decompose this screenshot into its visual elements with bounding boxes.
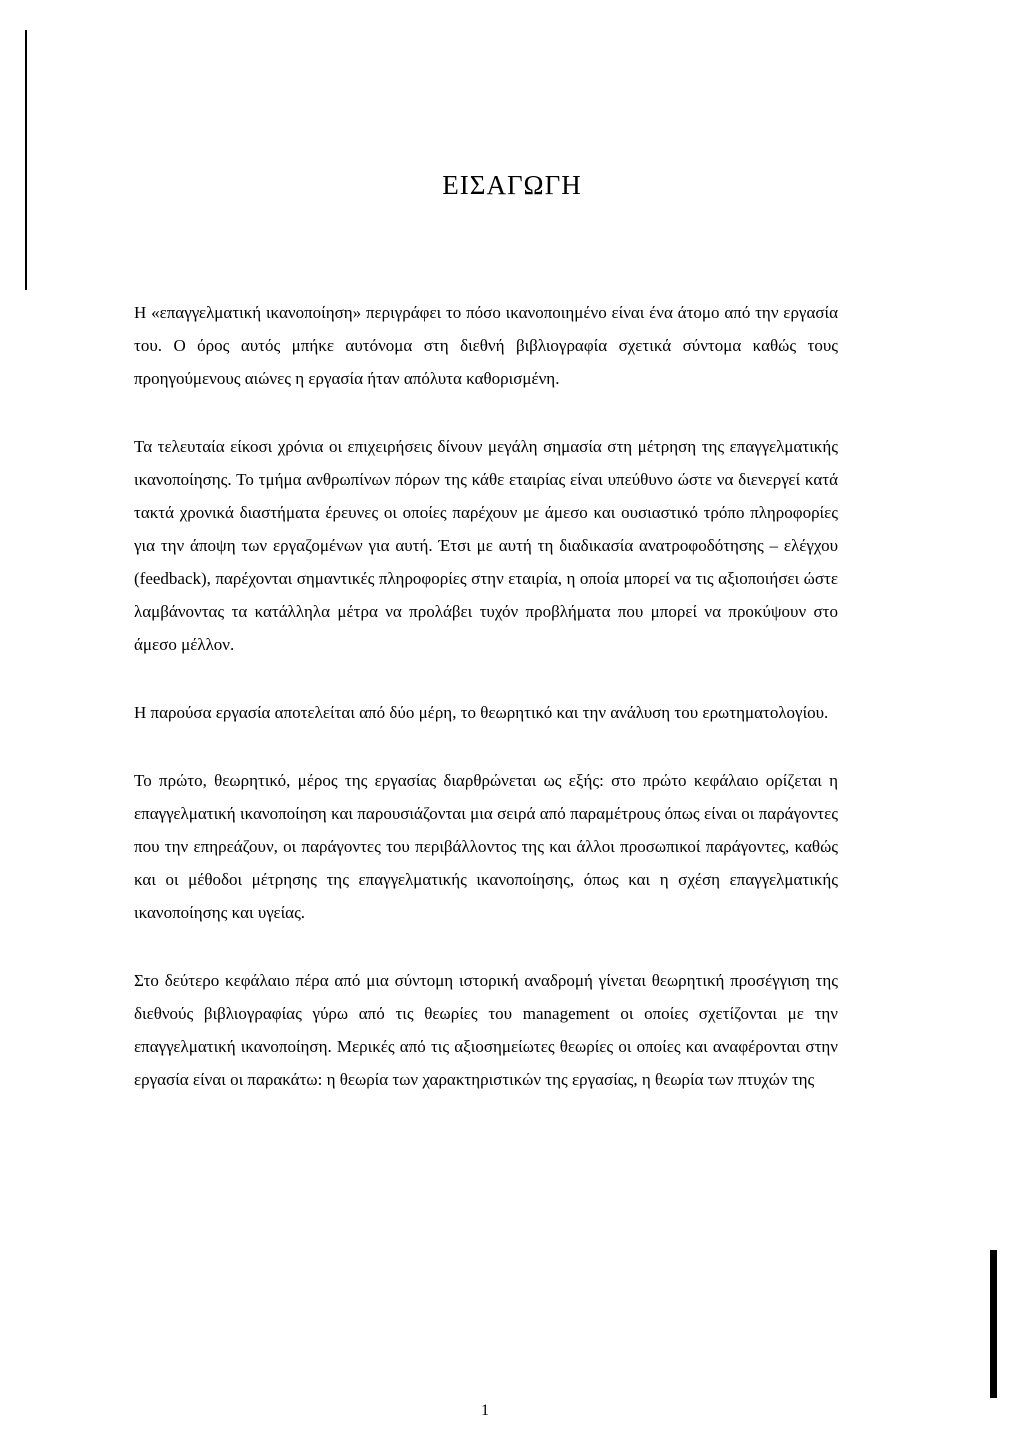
page-number: 1: [481, 1402, 489, 1419]
paragraph-1: Η «επαγγελματική ικανοποίηση» περιγράφει το πόσο ικανοποιημένο είναι ένα άτομο από την εργασία του. Ο όρος αυτός μπήκε αυτόνομα στη διεθνή βιβλιογραφία σχετικά σύντομα καθώς τους προηγούμενους αιώνες η εργασία ήταν απόλυτα καθορισμένη.: [134, 303, 838, 388]
scan-edge-right: [990, 1250, 997, 1398]
page-title: ΕΙΣΑΓΩΓΗ: [442, 170, 582, 200]
scan-edge-left: [25, 30, 27, 290]
paragraph-3: Η παρούσα εργασία αποτελείται από δύο μέρη, το θεωρητικό και την ανάλυση του ερωτηματολογίου.: [134, 703, 829, 722]
paragraph-2: Τα τελευταία είκοσι χρόνια οι επιχειρήσεις δίνουν μεγάλη σημασία στη μέτρηση της επαγγελματικής ικανοποίησης. Το τμήμα ανθρωπίνων πόρων της κάθε εταιρίας είναι υπεύθυνο ώστε να διενεργεί κατά τακτά χρονικά διαστήματα έρευνες οι οποίες παρέχουν με άμεσο και ουσιαστικό τρόπο πληροφορίες για την άποψη των εργαζομένων για αυτή. Έτσι με αυτή τη διαδικασία ανατροφοδότησης – ελέγχου (feedback), παρέχονται σημαντικές πληροφορίες στην εταιρία, η οποία μπορεί να τις αξιοποιήσει ώστε λαμβάνοντας τα κατάλληλα μέτρα να προλάβει τυχόν προβλήματα που μπορεί να προκύψουν στο άμεσο μέλλον.: [134, 437, 838, 654]
paragraph-4: Το πρώτο, θεωρητικό, μέρος της εργασίας διαρθρώνεται ως εξής: στο πρώτο κεφάλαιο ορίζεται η επαγγελματική ικανοποίηση και παρουσιάζονται μια σειρά από παραμέτρους όπως είναι οι παράγοντες που την επηρεάζουν, οι παράγοντες του περιβάλλοντος της και άλλοι προσωπικοί παράγοντες, καθώς και οι μέθοδοι μέτρησης της επαγγελματικής ικανοποίησης, όπως και η σχέση επαγγελματικής ικανοποίησης και υγείας.: [134, 771, 838, 922]
paragraph-5: Στο δεύτερο κεφάλαιο πέρα από μια σύντομη ιστορική αναδρομή γίνεται θεωρητική προσέγγιση της διεθνούς βιβλιογραφίας γύρω από τις θεωρίες του management οι οποίες σχετίζονται με την επαγγελματική ικανοποίηση. Μερικές από τις αξιοσημείωτες θεωρίες οι οποίες και αναφέρονται στην εργασία είναι οι παρακάτω: η θεωρία των χαρακτηριστικών της εργασίας, η θεωρία των πτυχών της: [134, 971, 838, 1089]
body-text: [134, 296, 838, 1131]
